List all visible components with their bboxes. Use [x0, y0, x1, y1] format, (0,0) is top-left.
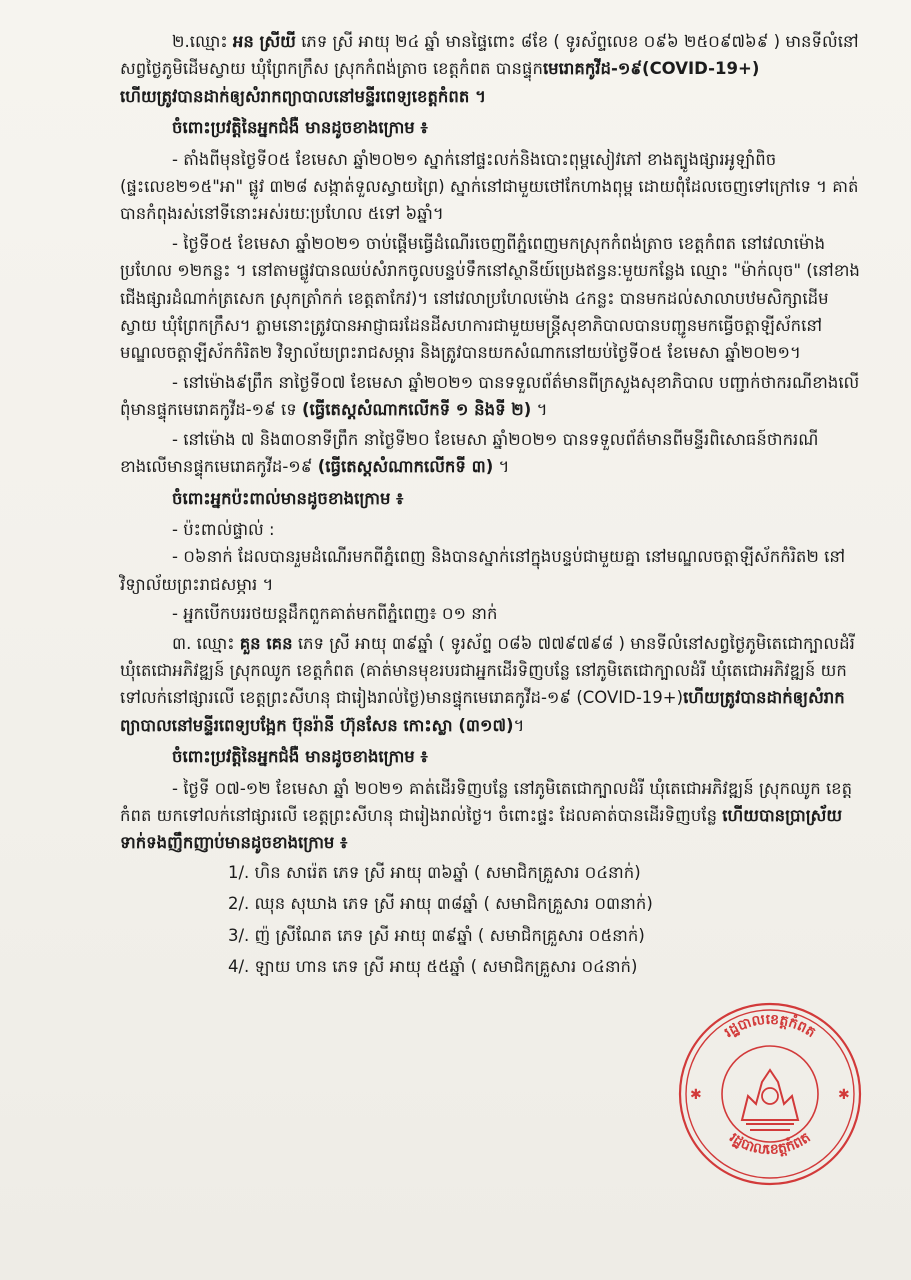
seal-emblem-head [762, 1088, 778, 1104]
history-item-positive-test [120, 426, 860, 481]
history-heading-2: ចំពោះប្រវត្តិនៃអ្នកជំងឺ មានដូចខាងក្រោម ៖ [172, 747, 428, 767]
negative-test-text: - នៅម៉ោង៩ព្រឹក នាថ្ងៃទី០៧ ខែមេសា ឆ្នាំ២០២១ បានទទួលព័ត៌មានពីក្រសួងសុខាភិបាល បញ្ជាក់ថាករណីខាងលើពុំមានផ្ទុកមេរោគកូវីដ-១៩ ទេ [120, 372, 860, 420]
history-item-1: - តាំងពីមុនថ្ងៃទី០៥ ខែមេសា ឆ្នាំ២០២១ ស្នាក់នៅផ្ទះលក់និងបោះពុម្ពសៀវភៅ ខាងត្បូងផ្សារអូឡាំពិច (ផ្ទះលេខ២១៥"អា" ផ្លូវ ៣២៨ សង្កាត់ទួលស្វាយព្រៃ) ស្នាក់នៅជាមួយថៅកែហាងពុម្ព ដោយពុំដែលចេញទៅក្រៅទេ ។ គាត់បានកំពុងរស់នៅទីនោះអស់រយៈប្រហែល ៥ទៅ ៦ឆ្នាំ។ [120, 149, 859, 224]
case-2-virus: មេរោគកូវីដ-១៩(COVID-19+) [542, 59, 760, 79]
case-3-end: ។ [513, 715, 525, 735]
case-2-treatment: ហើយត្រូវបានដាក់ឲ្យសំរាកព្យាបាលនៅមន្ទីរពេទ្យខេត្តកំពត ។ [120, 86, 486, 106]
official-seal-stamp [676, 1000, 864, 1188]
contacts-list [120, 859, 860, 981]
document-body [120, 28, 860, 984]
history-item-2: - ថ្ងៃទី០៥ ខែមេសា ឆ្នាំ២០២១ ចាប់ផ្តើមធ្វើដំណើរចេញពីភ្នំពេញមកស្រុកកំពង់ត្រាច ខេត្តកំពត នៅវេលាម៉ោងប្រហែល ១២កន្លះ ។ នៅតាមផ្លូវបានឈប់សំរាកចូលបន្ទប់ទឹកនៅស្ថានីយ៍ប្រេងឥន្ធនៈមួយកន្លែង ឈ្មោះ "ម៉ាក់លុច" (នៅខាងជើងផ្សារដំណាក់ត្រសេក ស្រុកត្រាំកក់ ខេត្តតាកែវ)។ នៅវេលាប្រហែលម៉ោង ៤កន្លះ បានមកដល់សាលាបឋមសិក្សាដើមស្វាយ ឃុំព្រែកក្រឹស។ ភ្លាមនោះត្រូវបានអាជ្ញាធរដែនដីសហការជាមួយមន្ត្រីសុខាភិបាលបានបញ្ជូនមកធ្វើចត្តាឡីស័កនៅមណ្ឌលចត្តាឡីស័កកំរិត២ វិទ្យាល័យព្រះរាជសម្ភារ និងត្រូវបានយកសំណាកនៅយប់ថ្ងៃទី០៥ ខែមេសា ឆ្នាំ២០២១។ [120, 233, 860, 363]
list-item: 2/. ឈុន សុឃាង ភេទ ស្រី អាយុ ៣៨ឆ្នាំ ( សមាជិកគ្រួសារ ០៣នាក់) [228, 894, 653, 914]
history-item-negative-test [120, 369, 860, 424]
history-heading-1: ចំពោះប្រវត្តិនៃអ្នកជំងឺ មានដូចខាងក្រោម ៖ [172, 118, 428, 138]
case-3-paragraph [120, 630, 860, 740]
seal-star-icon: ✱ [690, 1087, 702, 1103]
case-3-treatment: ហើយត្រូវបានដាក់ឲ្យសំរាកព្យាបាលនៅមន្ទីរពេទ្យបង្អែក ប៊ុនរ៉ានី ហ៊ុនសែន កោះស្លា (៣១៧) [120, 688, 845, 735]
history-item-3-bold: ហើយបានប្រាស្រ័យទាក់ទងញឹកញាប់មានដូចខាងក្រោម ៖ [120, 805, 843, 853]
contacts-heading: ចំពោះអ្នកប៉ះពាល់មានដូចខាងក្រោម ៖ [172, 488, 404, 508]
case-3-name: គួន គេន [239, 633, 293, 653]
history-item-3 [120, 775, 860, 857]
list-item: 4/. ឡាយ ហាន ភេទ ស្រី អាយុ ៥៥ឆ្នាំ ( សមាជិកគ្រួសារ ០៤នាក់) [228, 957, 638, 976]
case-2-paragraph [120, 28, 860, 110]
positive-test-note: (ធ្វើតេស្តសំណាកលើកទី ៣) [317, 457, 494, 477]
seal-text-top: រដ្ឋបាលខេត្តកំពត [721, 1011, 819, 1041]
negative-test-note: (ធ្វើតេស្តសំណាកលើកទី ១ និងទី ២) [302, 400, 532, 420]
direct-contact-label: - ប៉ះពាល់ផ្ទាល់ : [172, 519, 275, 539]
seal-star-icon: ✱ [838, 1087, 850, 1103]
seal-emblem-icon [742, 1070, 798, 1120]
positive-test-text: - នៅម៉ោង ៧ និង៣០នាទីព្រឹក នាថ្ងៃទី២០ ខែមេសា ឆ្នាំ២០២១ បានទទួលព័ត៌មានពីមន្ទីរពិសោធន៍ថាករណីខាងលើមានផ្ទុកមេរោគកូវីដ-១៩ [120, 429, 819, 477]
case-3-number: ៣. ឈ្មោះ [172, 633, 240, 653]
seal-emblem-base [746, 1124, 794, 1130]
direct-contact-item-1: - ០៦នាក់ ដែលបានរួមដំណើរមកពីភ្នំពេញ និងបានស្នាក់នៅក្នុងបន្ទប់ជាមួយគ្នា នៅមណ្ឌលចត្តាឡីស័កកំរិត២ នៅវិទ្យាល័យព្រះរាជសម្ភារ ។ [120, 547, 846, 594]
negative-test-end: ។ [531, 400, 548, 420]
seal-center-ring [722, 1046, 818, 1142]
positive-test-end: ។ [493, 457, 510, 477]
direct-contact-item-2: - អ្នកបើកបររថយន្តដឹកពួកគាត់មកពីភ្នំពេញ៖ ០១ នាក់ [172, 604, 498, 624]
case-2-details: ភេទ ស្រី អាយុ ២៤ ឆ្នាំ មានផ្ទៃពោះ ៨ខែ ( ទូរស័ព្ទលេខ ០៩៦ ២៥០៩៧៦៩ ) មានទីលំនៅសព្វថ្ងៃភូមិដើមស្វាយ ឃុំព្រែកក្រឹស ស្រុកកំពង់ត្រាច ខេត្តកំពត បានផ្ទុក [120, 32, 859, 79]
case-2-name: អន ស្រីយី [232, 32, 296, 51]
history-item-3-text: - ថ្ងៃទី ០៧-១២ ខែមេសា ឆ្នាំ ២០២១ គាត់ដើរទិញបន្លែ នៅភូមិតេជោក្បាលដំរី ឃុំតេជោអភិវឌ្ឍន៍ ស្រុកឈូក ខេត្តកំពត យកទៅលក់នៅផ្សារលើ ខេត្តព្រះសីហនុ ជារៀងរាល់ថ្ងៃ។ ចំពោះផ្ទះ ដែលគាត់បានដើរទិញបន្លែ [120, 778, 853, 825]
case-2-number: ២.ឈ្មោះ [172, 32, 233, 51]
case-3-details: ភេទ ស្រី អាយុ ៣៩ឆ្នាំ ( ទូរស័ព្ទ ០៨៦ ៧៧៩៧៩៨ ) មានទីលំនៅសព្វថ្ងៃភូមិតេជោក្បាលដំរី ឃុំតេជោអភិវឌ្ឍន៍ ស្រុកឈូក ខេត្តកំពត (គាត់មានមុខរបរជាអ្នកដើរទិញបន្លែ នៅភូមិតេជោក្បាលដំរី ឃុំតេជោអភិវឌ្ឍន៍ យកទៅលក់នៅផ្សារលើ ខេត្តព្រះសីហនុ ជារៀងរាល់ថ្ងៃ)មានផ្ទុកមេរោគកូវីដ-១៩ (COVID-19+) [120, 633, 855, 708]
seal-text-bottom: រដ្ឋបាលខេត្តកំពត [726, 1129, 814, 1159]
list-item: 1/. ហិន សារ៉េត ភេទ ស្រី អាយុ ៣៦ឆ្នាំ ( សមាជិកគ្រួសារ ០៤នាក់) [228, 862, 641, 882]
list-item: 3/. ញ៉ ស្រីណែត ភេទ ស្រី អាយុ ៣៩ឆ្នាំ ( សមាជិកគ្រួសារ ០៥នាក់) [228, 925, 645, 945]
